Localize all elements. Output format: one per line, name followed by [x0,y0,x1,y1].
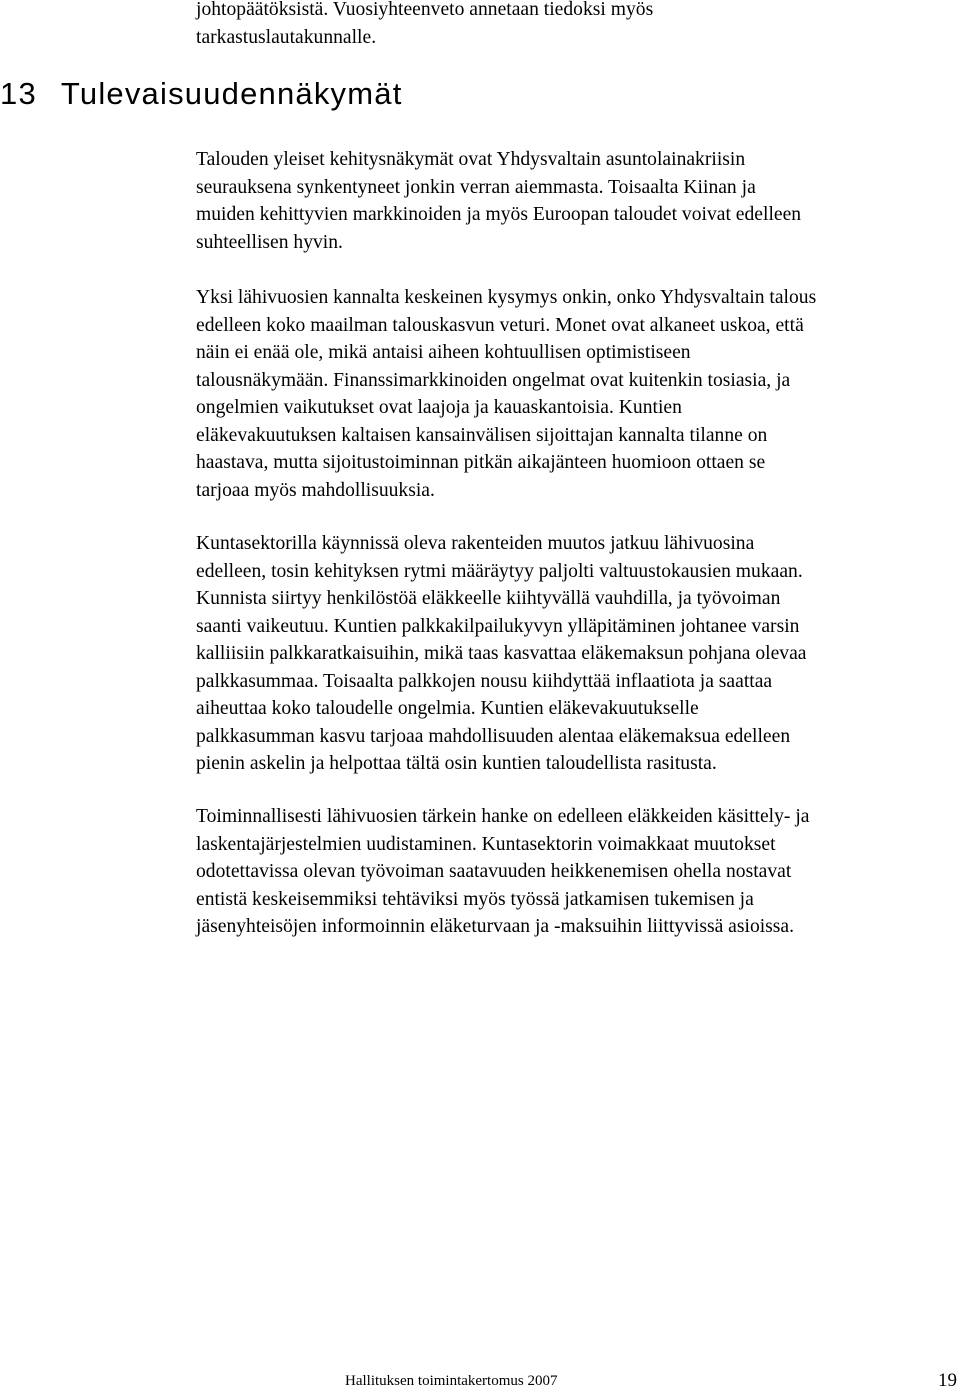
section-heading [0,74,403,114]
paragraph-outlook [196,146,956,256]
text-line: tarkastuslautakunnalle. [196,26,377,48]
text-line: edelleen koko maailman talouskasvun veturi. Monet ovat alkaneet uskoa, että [196,314,804,336]
text-line: entistä keskeisemmiksi tehtäviksi myös työssä jatkamisen tukemisen ja [196,888,754,910]
text-line: tarjoaa myös mahdollisuuksia. [196,479,435,501]
text-line: Kunnista siirtyy henkilöstöä eläkkeelle kiihtyvällä vauhdilla, ja työvoiman [196,588,781,609]
section-number: 13 [0,76,37,111]
text-line: kalliisiin palkkaratkaisuihin, mikä taas kasvattaa eläkemaksun pohjana olevaa [196,643,807,664]
text-line: saanti vaikeutuu. Kuntien palkkakilpailukyvyn ylläpitäminen johtanee varsin [196,615,800,637]
text-line: talousnäkymään. Finanssimarkkinoiden ongelmat ovat kuitenkin tosiasia, ja [196,369,791,391]
text-line: edelleen, tosin kehityksen rytmi määräytyy paljolti valtuustokausien mukaan. [196,560,803,582]
text-line: muiden kehittyvien markkinoiden ja myös Euroopan taloudet voivat edelleen [196,204,802,225]
text-line: Talouden yleiset kehitysnäkymät ovat Yhdysvaltain asuntolainakriisin [196,149,746,170]
text-line: seurauksena synkentyneet jonkin verran aiemmasta. Toisaalta Kiinan ja [196,176,756,198]
paragraph-operations [196,803,956,941]
section-title: Tulevaisuudennäkymät [60,76,403,111]
text-line: jäsenyhteisöjen informoinnin eläketurvaan ja -maksuihin liittyvissä asioissa. [196,916,795,937]
text-line: ongelmien vaikutukset ovat laajoja ja kauaskantoisia. Kuntien [196,397,682,418]
text-line: palkkasummaa. Toisaalta palkkojen nousu kiihdyttää inflaatiota ja saattaa [196,670,773,692]
page-number: 19 [938,1370,957,1391]
text-line: aiheuttaa koko taloudelle ongelmia. Kuntien eläkevakuutukselle [196,698,699,719]
paragraph-municipal-sector [196,530,956,778]
text-line: Toiminnallisesti lähivuosien tärkein hanke on edelleen eläkkeiden käsittely- ja [196,806,810,827]
text-line: eläkevakuutuksen kaltaisen kansainvälisen sijoittajan kannalta tilanne on [196,424,768,446]
paragraph-us-economy [196,284,956,504]
text-line: laskentajärjestelmien uudistaminen. Kuntasektorin voimakkaat muutokset [196,833,776,855]
text-line: Yksi lähivuosien kannalta keskeinen kysymys onkin, onko Yhdysvaltain talous [196,287,817,308]
text-line: pienin askelin ja helpottaa tältä osin kuntien taloudellista rasitusta. [196,753,717,774]
text-line: odotettavissa olevan työvoiman saatavuuden heikkenemisen ohella nostavat [196,861,792,882]
footer-title: Hallituksen toimintakertomus 2007 [345,1373,558,1389]
text-line: suhteellisen hyvin. [196,231,343,253]
text-line: Kuntasektorilla käynnissä oleva rakenteiden muutos jatkuu lähivuosina [196,533,755,554]
text-line: haastava, mutta sijoitustoiminnan pitkän aikajänteen huomioon ottaen se [196,452,766,473]
text-line: palkkasumman kasvu tarjoaa mahdollisuuden alentaa eläkemaksua edelleen [196,725,791,747]
text-line: johtopäätöksistä. Vuosiyhteenveto annetaan tiedoksi myös [196,0,654,20]
text-line: näin ei enää ole, mikä antaisi aiheen kohtuullisen optimistiseen [196,342,691,363]
intro-paragraph [196,0,956,51]
